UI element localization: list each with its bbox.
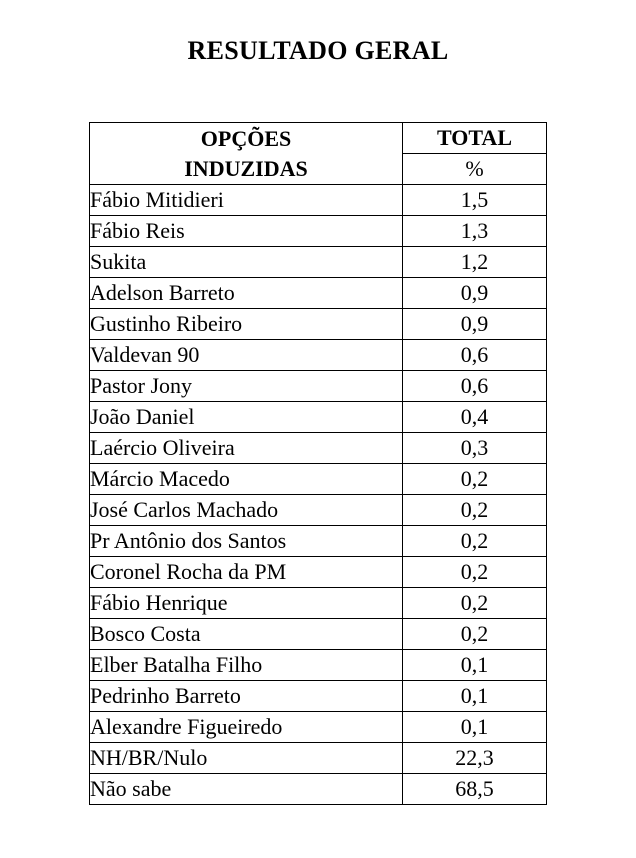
- table-body: [90, 185, 547, 805]
- table-row: [90, 340, 547, 371]
- option-value: 1,3: [403, 216, 547, 247]
- option-value: 0,6: [403, 340, 547, 371]
- option-value: 0,2: [403, 495, 547, 526]
- option-value: 22,3: [403, 743, 547, 774]
- option-value: 0,2: [403, 588, 547, 619]
- option-name: Alexandre Figueiredo: [90, 712, 403, 743]
- option-name: NH/BR/Nulo: [90, 743, 403, 774]
- table-row: [90, 371, 547, 402]
- option-value: 0,1: [403, 681, 547, 712]
- option-name: Márcio Macedo: [90, 464, 403, 495]
- option-value: 0,2: [403, 526, 547, 557]
- option-name: Fábio Mitidieri: [90, 185, 403, 216]
- table-row: [90, 712, 547, 743]
- table-row: [90, 743, 547, 774]
- table-row: [90, 619, 547, 650]
- table-row: [90, 526, 547, 557]
- unit-header: %: [403, 154, 547, 185]
- table-row: [90, 402, 547, 433]
- option-name: Pedrinho Barreto: [90, 681, 403, 712]
- option-name: Coronel Rocha da PM: [90, 557, 403, 588]
- table-row: [90, 588, 547, 619]
- option-name: Gustinho Ribeiro: [90, 309, 403, 340]
- option-name: Elber Batalha Filho: [90, 650, 403, 681]
- table-row: [90, 216, 547, 247]
- option-value: 1,2: [403, 247, 547, 278]
- table-row: [90, 495, 547, 526]
- table-row: [90, 650, 547, 681]
- option-name: Bosco Costa: [90, 619, 403, 650]
- table-row: [90, 185, 547, 216]
- option-value: 0,1: [403, 650, 547, 681]
- option-name: Adelson Barreto: [90, 278, 403, 309]
- option-name: Fábio Henrique: [90, 588, 403, 619]
- option-value: 0,3: [403, 433, 547, 464]
- option-name: Não sabe: [90, 774, 403, 805]
- option-value: 0,1: [403, 712, 547, 743]
- header-row: [90, 123, 547, 154]
- option-name: José Carlos Machado: [90, 495, 403, 526]
- table-row: [90, 309, 547, 340]
- options-header: [90, 123, 403, 185]
- table-row: [90, 681, 547, 712]
- option-value: 0,9: [403, 278, 547, 309]
- option-value: 68,5: [403, 774, 547, 805]
- option-value: 0,2: [403, 557, 547, 588]
- option-value: 0,2: [403, 619, 547, 650]
- table-row: [90, 278, 547, 309]
- option-name: Valdevan 90: [90, 340, 403, 371]
- table-row: [90, 774, 547, 805]
- option-value: 0,4: [403, 402, 547, 433]
- option-name: Laércio Oliveira: [90, 433, 403, 464]
- table-row: [90, 247, 547, 278]
- option-value: 1,5: [403, 185, 547, 216]
- option-name: João Daniel: [90, 402, 403, 433]
- table-row: [90, 433, 547, 464]
- page-title: RESULTADO GERAL: [187, 36, 449, 65]
- option-name: Sukita: [90, 247, 403, 278]
- total-header: TOTAL: [403, 123, 547, 154]
- option-name: Pr Antônio dos Santos: [90, 526, 403, 557]
- option-name: Pastor Jony: [90, 371, 403, 402]
- results-table: [89, 122, 547, 805]
- option-value: 0,9: [403, 309, 547, 340]
- option-name: Fábio Reis: [90, 216, 403, 247]
- table-header: [90, 123, 547, 185]
- option-value: 0,2: [403, 464, 547, 495]
- options-header-line2: INDUZIDAS: [184, 155, 308, 181]
- option-value: 0,6: [403, 371, 547, 402]
- table-row: [90, 557, 547, 588]
- table-row: [90, 464, 547, 495]
- options-header-line1: OPÇÕES: [200, 125, 292, 151]
